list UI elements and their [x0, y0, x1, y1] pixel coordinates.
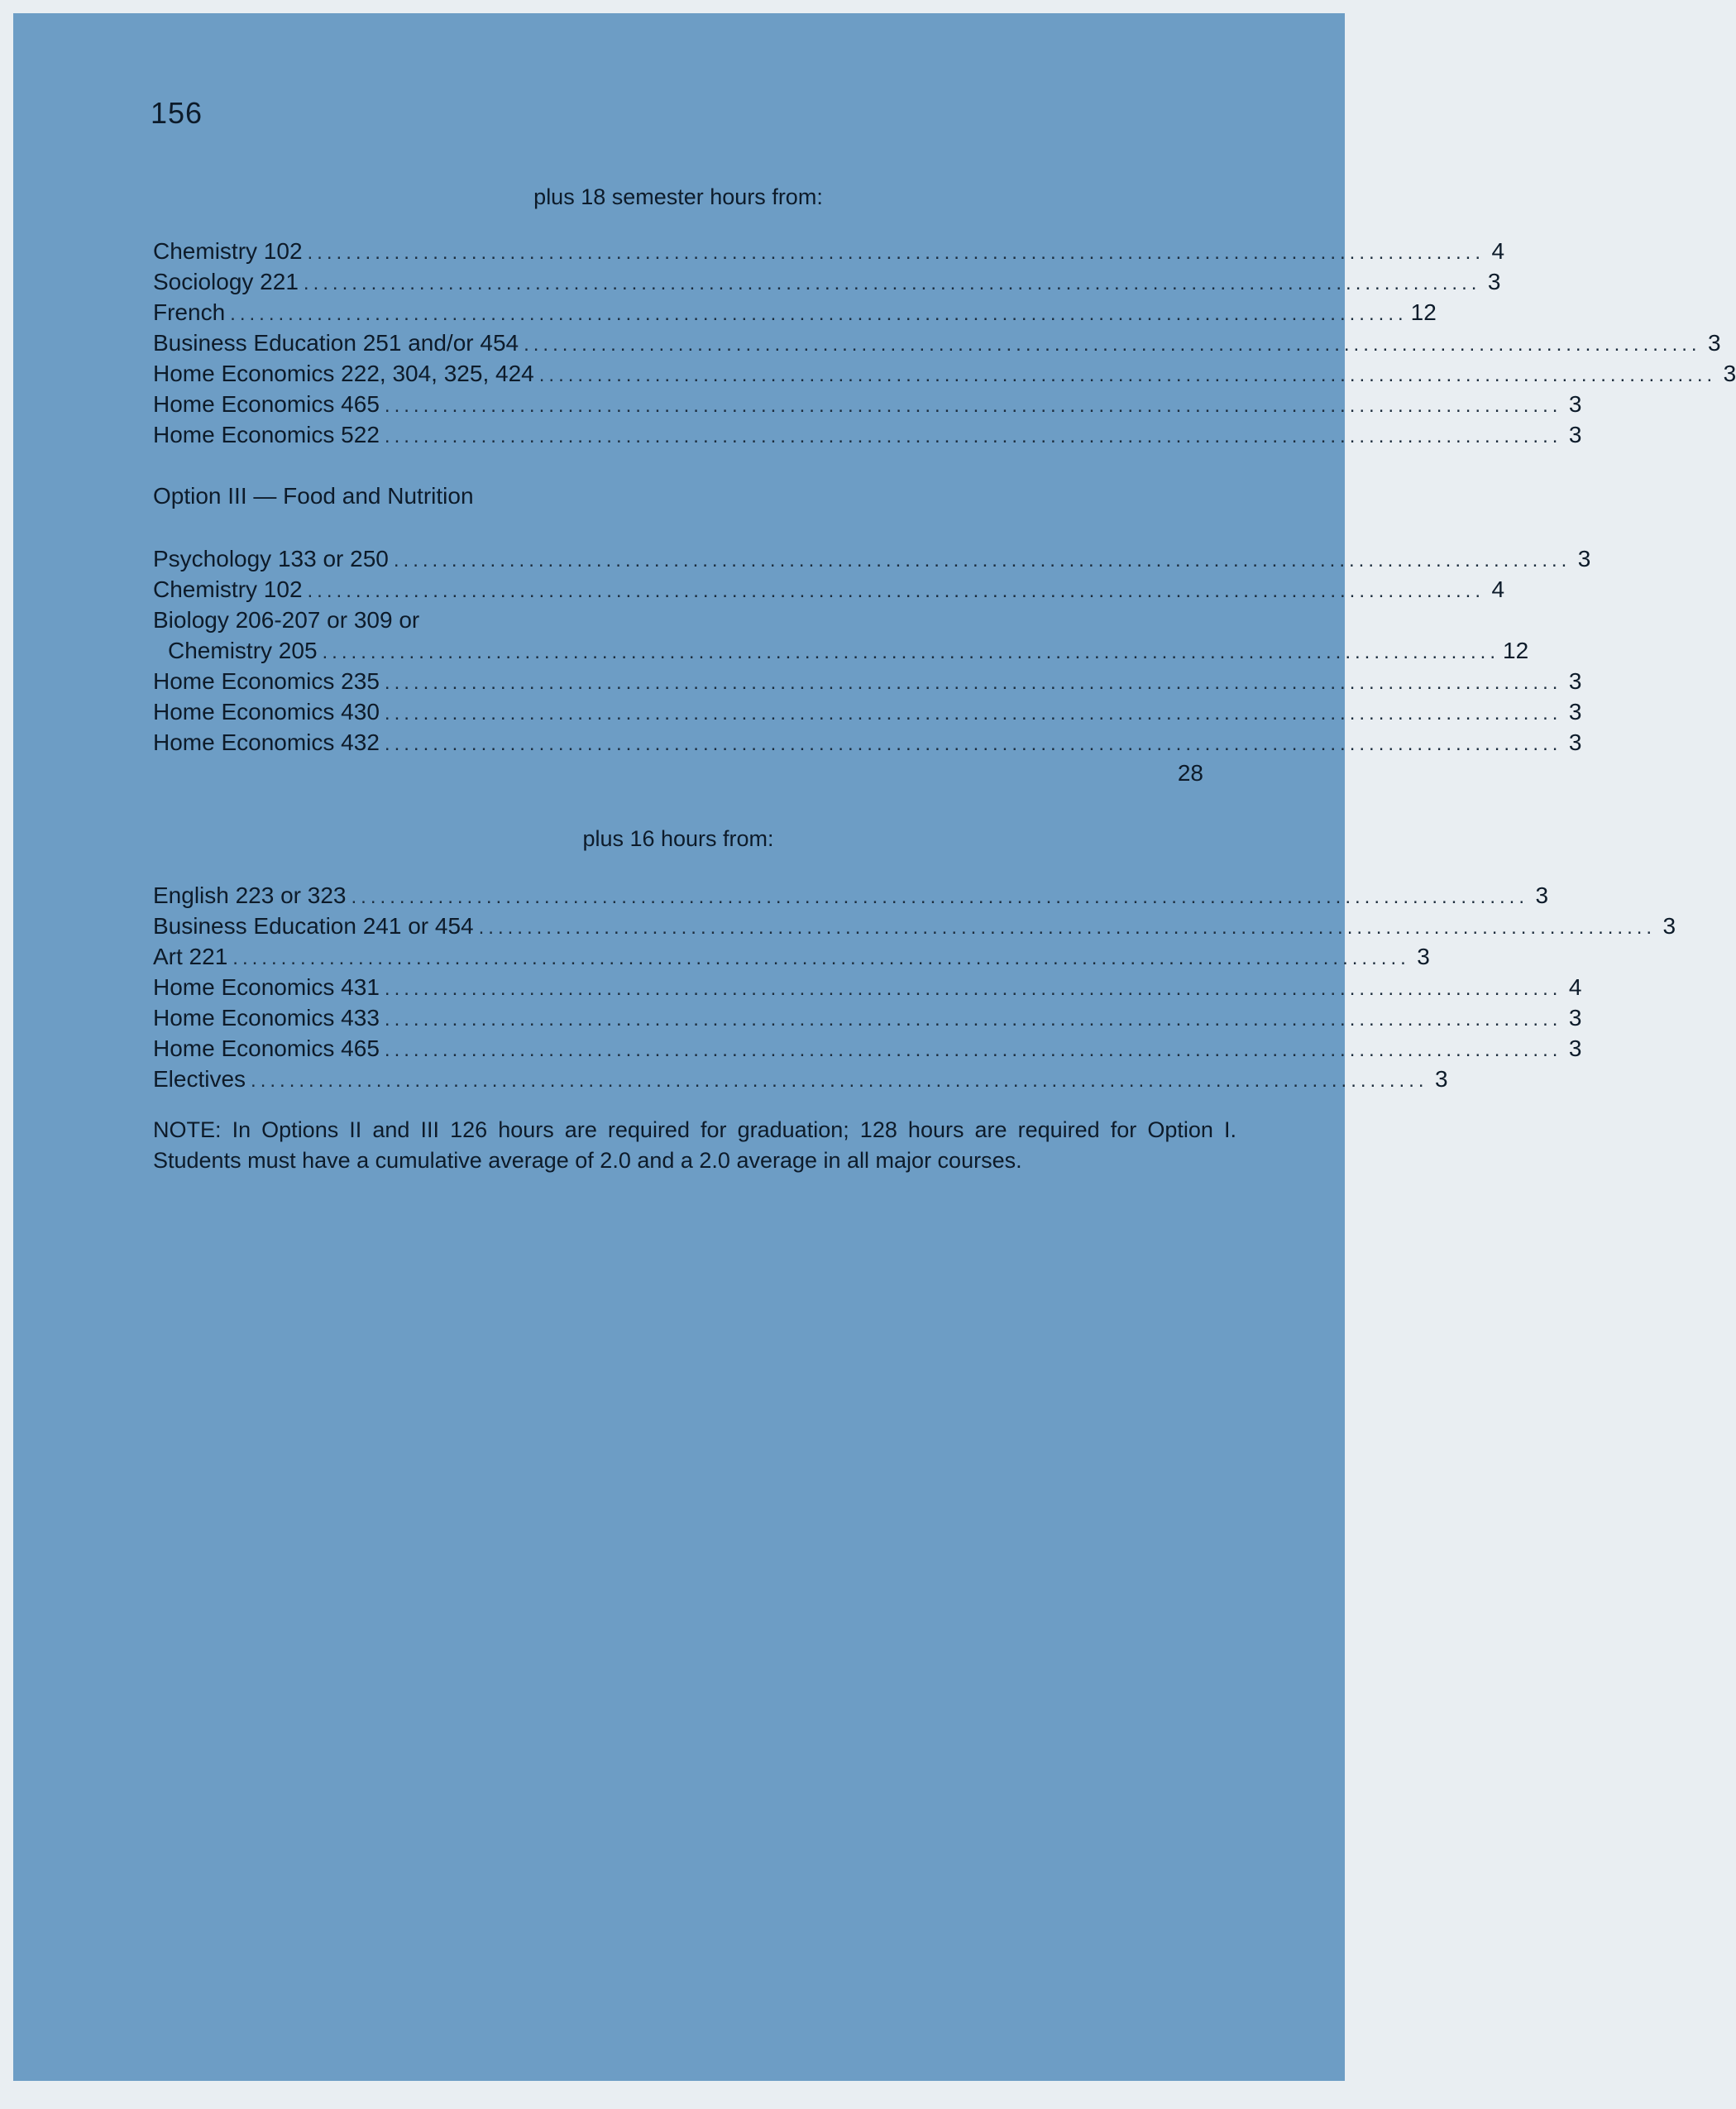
course-row [153, 420, 1582, 450]
course-row [153, 328, 1721, 358]
dot-leader: .......................................................................................................................... [384, 425, 1562, 447]
course-name: Business Education 241 or 454 [153, 913, 474, 939]
course-name: Home Economics 522 [153, 422, 380, 447]
dot-leader: .......................................................................................................................... [322, 641, 1500, 663]
course-name: Electives [153, 1066, 246, 1092]
course-hours: 3 [1568, 422, 1582, 447]
course-name: English 223 or 323 [153, 882, 347, 908]
course-hours: 3 [1568, 391, 1582, 417]
dot-leader: .......................................................................................................................... [351, 886, 1529, 908]
course-name: Home Economics 430 [153, 699, 380, 725]
dot-leader: .......................................................................................................................... [232, 947, 1410, 969]
dot-leader: .......................................................................................................................... [384, 1008, 1562, 1031]
course-hours: 3 [1662, 913, 1676, 939]
course-name: Sociology 221 [153, 269, 299, 294]
dot-leader: .......................................................................................................................... [538, 364, 1717, 386]
dot-leader: .......................................................................................................................... [230, 303, 1408, 325]
course-row [153, 697, 1582, 727]
page-number: 156 [151, 96, 203, 130]
course-row [153, 237, 1505, 266]
course-hours: 3 [1577, 546, 1591, 571]
dot-leader: .......................................................................................................................... [384, 702, 1562, 725]
dot-leader: .......................................................................................................................... [524, 333, 1701, 356]
course-name: Home Economics 465 [153, 391, 380, 417]
graduation-note: NOTE: In Options II and III 126 hours are required for graduation; 128 hours are required for Option I. Students must have a cumulative average of 2.0 and a 2.0 average in all major courses. [153, 1117, 1236, 1173]
course-name: Home Economics 433 [153, 1005, 380, 1031]
course-name: Chemistry 102 [153, 576, 303, 602]
course-row [153, 973, 1582, 1002]
course-hours: 3 [1568, 1035, 1582, 1061]
dot-leader: .......................................................................................................................... [251, 1069, 1428, 1092]
course-hours: 3 [1568, 668, 1582, 694]
course-row [153, 267, 1501, 297]
course-name: Chemistry 205 [168, 638, 318, 663]
course-row [153, 575, 1505, 605]
section-total: 28 [1177, 760, 1203, 786]
course-name: Home Economics 235 [153, 668, 380, 694]
dot-leader: .......................................................................................................................... [384, 1039, 1562, 1061]
course-row [153, 881, 1549, 911]
course-name: Home Economics 432 [153, 729, 380, 755]
course-row [153, 1064, 1448, 1094]
dot-leader: .......................................................................................................................... [384, 672, 1562, 694]
course-name: Home Economics 222, 304, 325, 424 [153, 361, 534, 386]
course-name: Art 221 [153, 944, 228, 969]
dot-leader: .......................................................................................................................... [307, 580, 1485, 602]
course-name-continued: Biology 206-207 or 309 or [153, 607, 420, 633]
course-row [153, 1003, 1582, 1033]
course-row [153, 911, 1676, 941]
course-hours: 3 [1535, 882, 1549, 908]
dot-leader: .......................................................................................................................... [393, 549, 1571, 571]
course-hours: 12 [1503, 638, 1529, 663]
course-row [153, 1034, 1582, 1064]
course-row [153, 728, 1582, 758]
course-hours: 3 [1568, 699, 1582, 725]
course-name: Chemistry 102 [153, 238, 303, 264]
dot-leader: .......................................................................................................................... [307, 242, 1485, 264]
document-page [13, 13, 1736, 2081]
course-name: Psychology 133 or 250 [153, 546, 389, 571]
course-hours: 4 [1568, 974, 1582, 1000]
course-name: Home Economics 431 [153, 974, 380, 1000]
course-name: French [153, 299, 226, 325]
dot-leader: .......................................................................................................................... [478, 916, 1657, 939]
section-heading: plus 18 semester hours from: [533, 184, 823, 209]
course-hours: 3 [1487, 269, 1501, 294]
course-hours: 4 [1491, 238, 1505, 264]
section-heading: plus 16 hours from: [582, 826, 774, 851]
course-row [153, 298, 1437, 328]
dot-leader: .......................................................................................................................... [384, 978, 1562, 1000]
course-row [153, 544, 1591, 574]
course-row [153, 359, 1736, 389]
course-name: Business Education 251 and/or 454 [153, 330, 519, 356]
course-hours: 3 [1723, 361, 1736, 386]
course-row [153, 667, 1582, 696]
course-hours: 3 [1568, 1005, 1582, 1031]
dot-leader: .......................................................................................................................... [384, 733, 1562, 755]
course-row [153, 636, 1529, 666]
course-hours: 3 [1568, 729, 1582, 755]
option-heading: Option III — Food and Nutrition [153, 483, 474, 509]
course-row [153, 942, 1430, 972]
course-hours: 3 [1434, 1066, 1448, 1092]
course-hours: 3 [1708, 330, 1721, 356]
course-row [153, 390, 1582, 419]
course-hours: 12 [1410, 299, 1437, 325]
dot-leader: .......................................................................................................................... [384, 395, 1562, 417]
dot-leader: .......................................................................................................................... [303, 272, 1481, 294]
course-hours: 4 [1491, 576, 1505, 602]
course-hours: 3 [1417, 944, 1430, 969]
course-name: Home Economics 465 [153, 1035, 380, 1061]
